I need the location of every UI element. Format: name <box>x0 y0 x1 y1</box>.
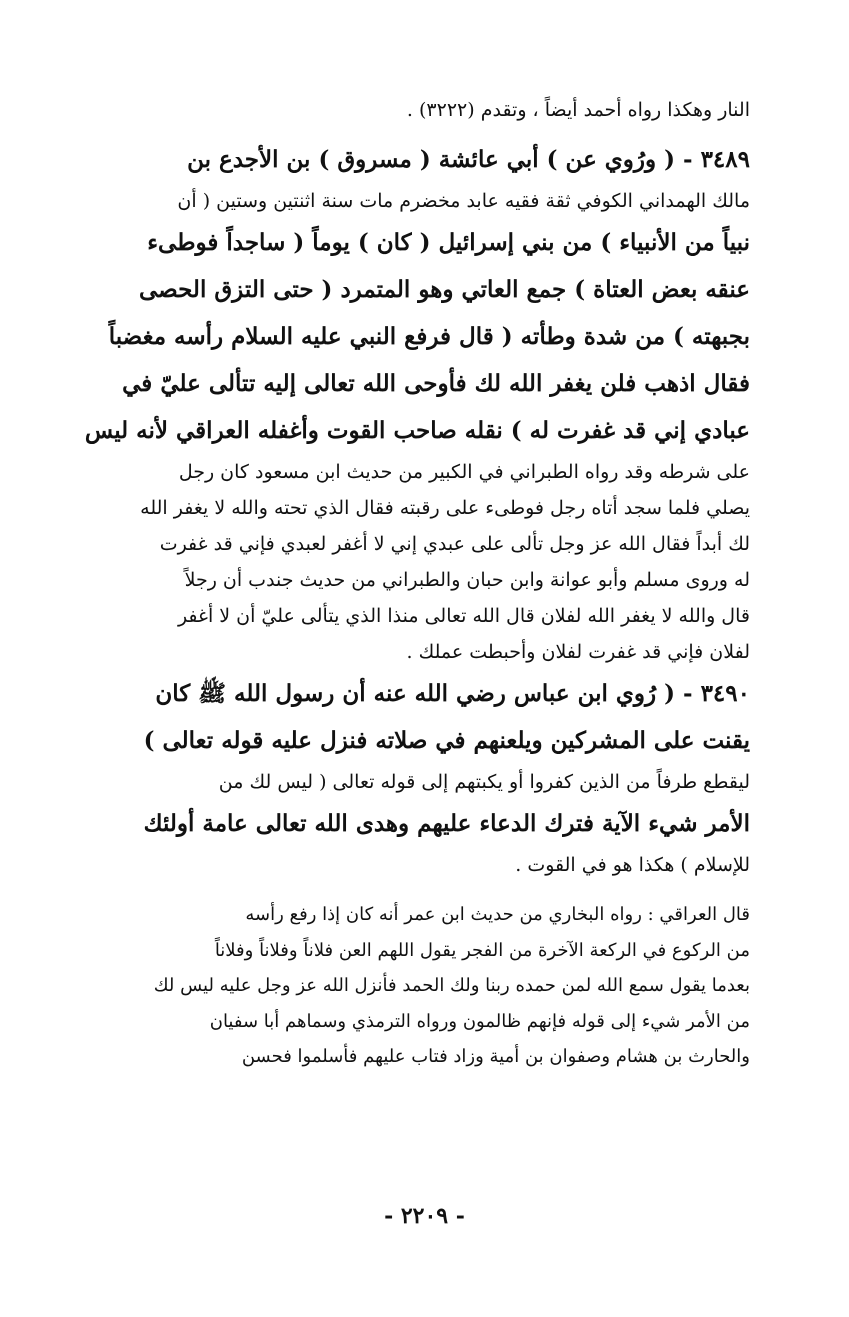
text-line: على شرطه وقد رواه الطبراني في الكبير من حديث ابن مسعود كان رجل <box>178 461 750 483</box>
text-line: قال والله لا يغفر الله لفلان قال الله تعالى منذا الذي يتألى عليّ أن لا أغفر <box>177 605 750 627</box>
text-line: الأمر شيء الآية فترك الدعاء عليهم وهدى الله تعالى عامة أولئك <box>143 810 750 837</box>
text-line: النار وهكذا رواه أحمد أيضاً ، وتقدم (٣٢٢٢) . <box>406 99 750 121</box>
page-body <box>72 92 750 1075</box>
text-line: مالك الهمداني الكوفي ثقة فقيه عابد مخضرم مات سنة اثنتين وستين ( أن <box>177 190 750 212</box>
intro-paragraph <box>72 92 750 128</box>
text-line: لفلان فإني قد غفرت لفلان وأحبطت عملك . <box>406 641 750 663</box>
hadith-3490 <box>72 670 750 883</box>
text-line: من الركوع في الركعة الآخرة من الفجر يقول اللهم العن فلاناً وفلاناً وفلاناً <box>214 939 750 961</box>
text-line: له وروى مسلم وأبو عوانة وابن حبان والطبراني من حديث جندب أن رجلاً <box>184 569 750 591</box>
text-line: والحارث بن هشام وصفوان بن أمية وزاد فتاب عليهم فأسلموا فحسن <box>241 1046 750 1067</box>
text-line: بعدما يقول سمع الله لمن حمده ربنا ولك الحمد فأنزل الله عز وجل عليه ليس لك <box>153 975 750 996</box>
text-line: ٣٤٨٩ - ( ورُوي عن ) أبي عائشة ( مسروق ) بن الأجدع بن <box>187 146 750 173</box>
page-number: - ٢٢٠٩ - <box>384 1203 465 1229</box>
text-line: نبياً من الأنبياء ) من بني إسرائيل ( كان ) يوماً ( ساجداً فوطىء <box>147 229 750 256</box>
text-line: قال العراقي : رواه البخاري من حديث ابن عمر أنه كان إذا رفع رأسه <box>245 904 750 925</box>
text-line: من الأمر شيء إلى قوله فإنهم ظالمون ورواه الترمذي وسماهم أبا سفيان <box>209 1010 750 1032</box>
text-line: ليقطع طرفاً من الذين كفروا أو يكبتهم إلى قوله تعالى ( ليس لك من <box>218 771 750 793</box>
text-line: عبادي إني قد غفرت له ) نقله صاحب القوت وأغفله العراقي لأنه ليس <box>84 417 750 444</box>
text-line: يقنت على المشركين ويلعنهم في صلاته فنزل عليه قوله تعالى ) <box>143 727 750 754</box>
text-line: بجبهته ) من شدة وطأته ( قال فرفع النبي عليه السلام رأسه مغضباً <box>108 323 750 350</box>
hadith-3489 <box>72 136 750 670</box>
text-line: يصلي فلما سجد أتاه رجل فوطىء على رقبته فقال الذي تحته والله لا يغفر الله <box>140 497 750 519</box>
text-line: لك أبداً فقال الله عز وجل تألى على عبدي إني لا أغفر لعبدي فإني قد غفرت <box>159 533 750 555</box>
iraqi-commentary <box>72 897 750 1075</box>
text-line: عنقه بعض العتاة ) جمع العاتي وهو المتمرد ( حتى التزق الحصى <box>138 276 750 303</box>
text-line: ٣٤٩٠ - ( رُوي ابن عباس رضي الله عنه أن رسول الله ﷺ كان <box>155 680 750 707</box>
text-line: فقال اذهب فلن يغفر الله لك فأوحى الله تعالى إليه تتألى عليّ في <box>122 370 750 397</box>
text-line: للإسلام ) هكذا هو في القوت . <box>515 854 750 876</box>
